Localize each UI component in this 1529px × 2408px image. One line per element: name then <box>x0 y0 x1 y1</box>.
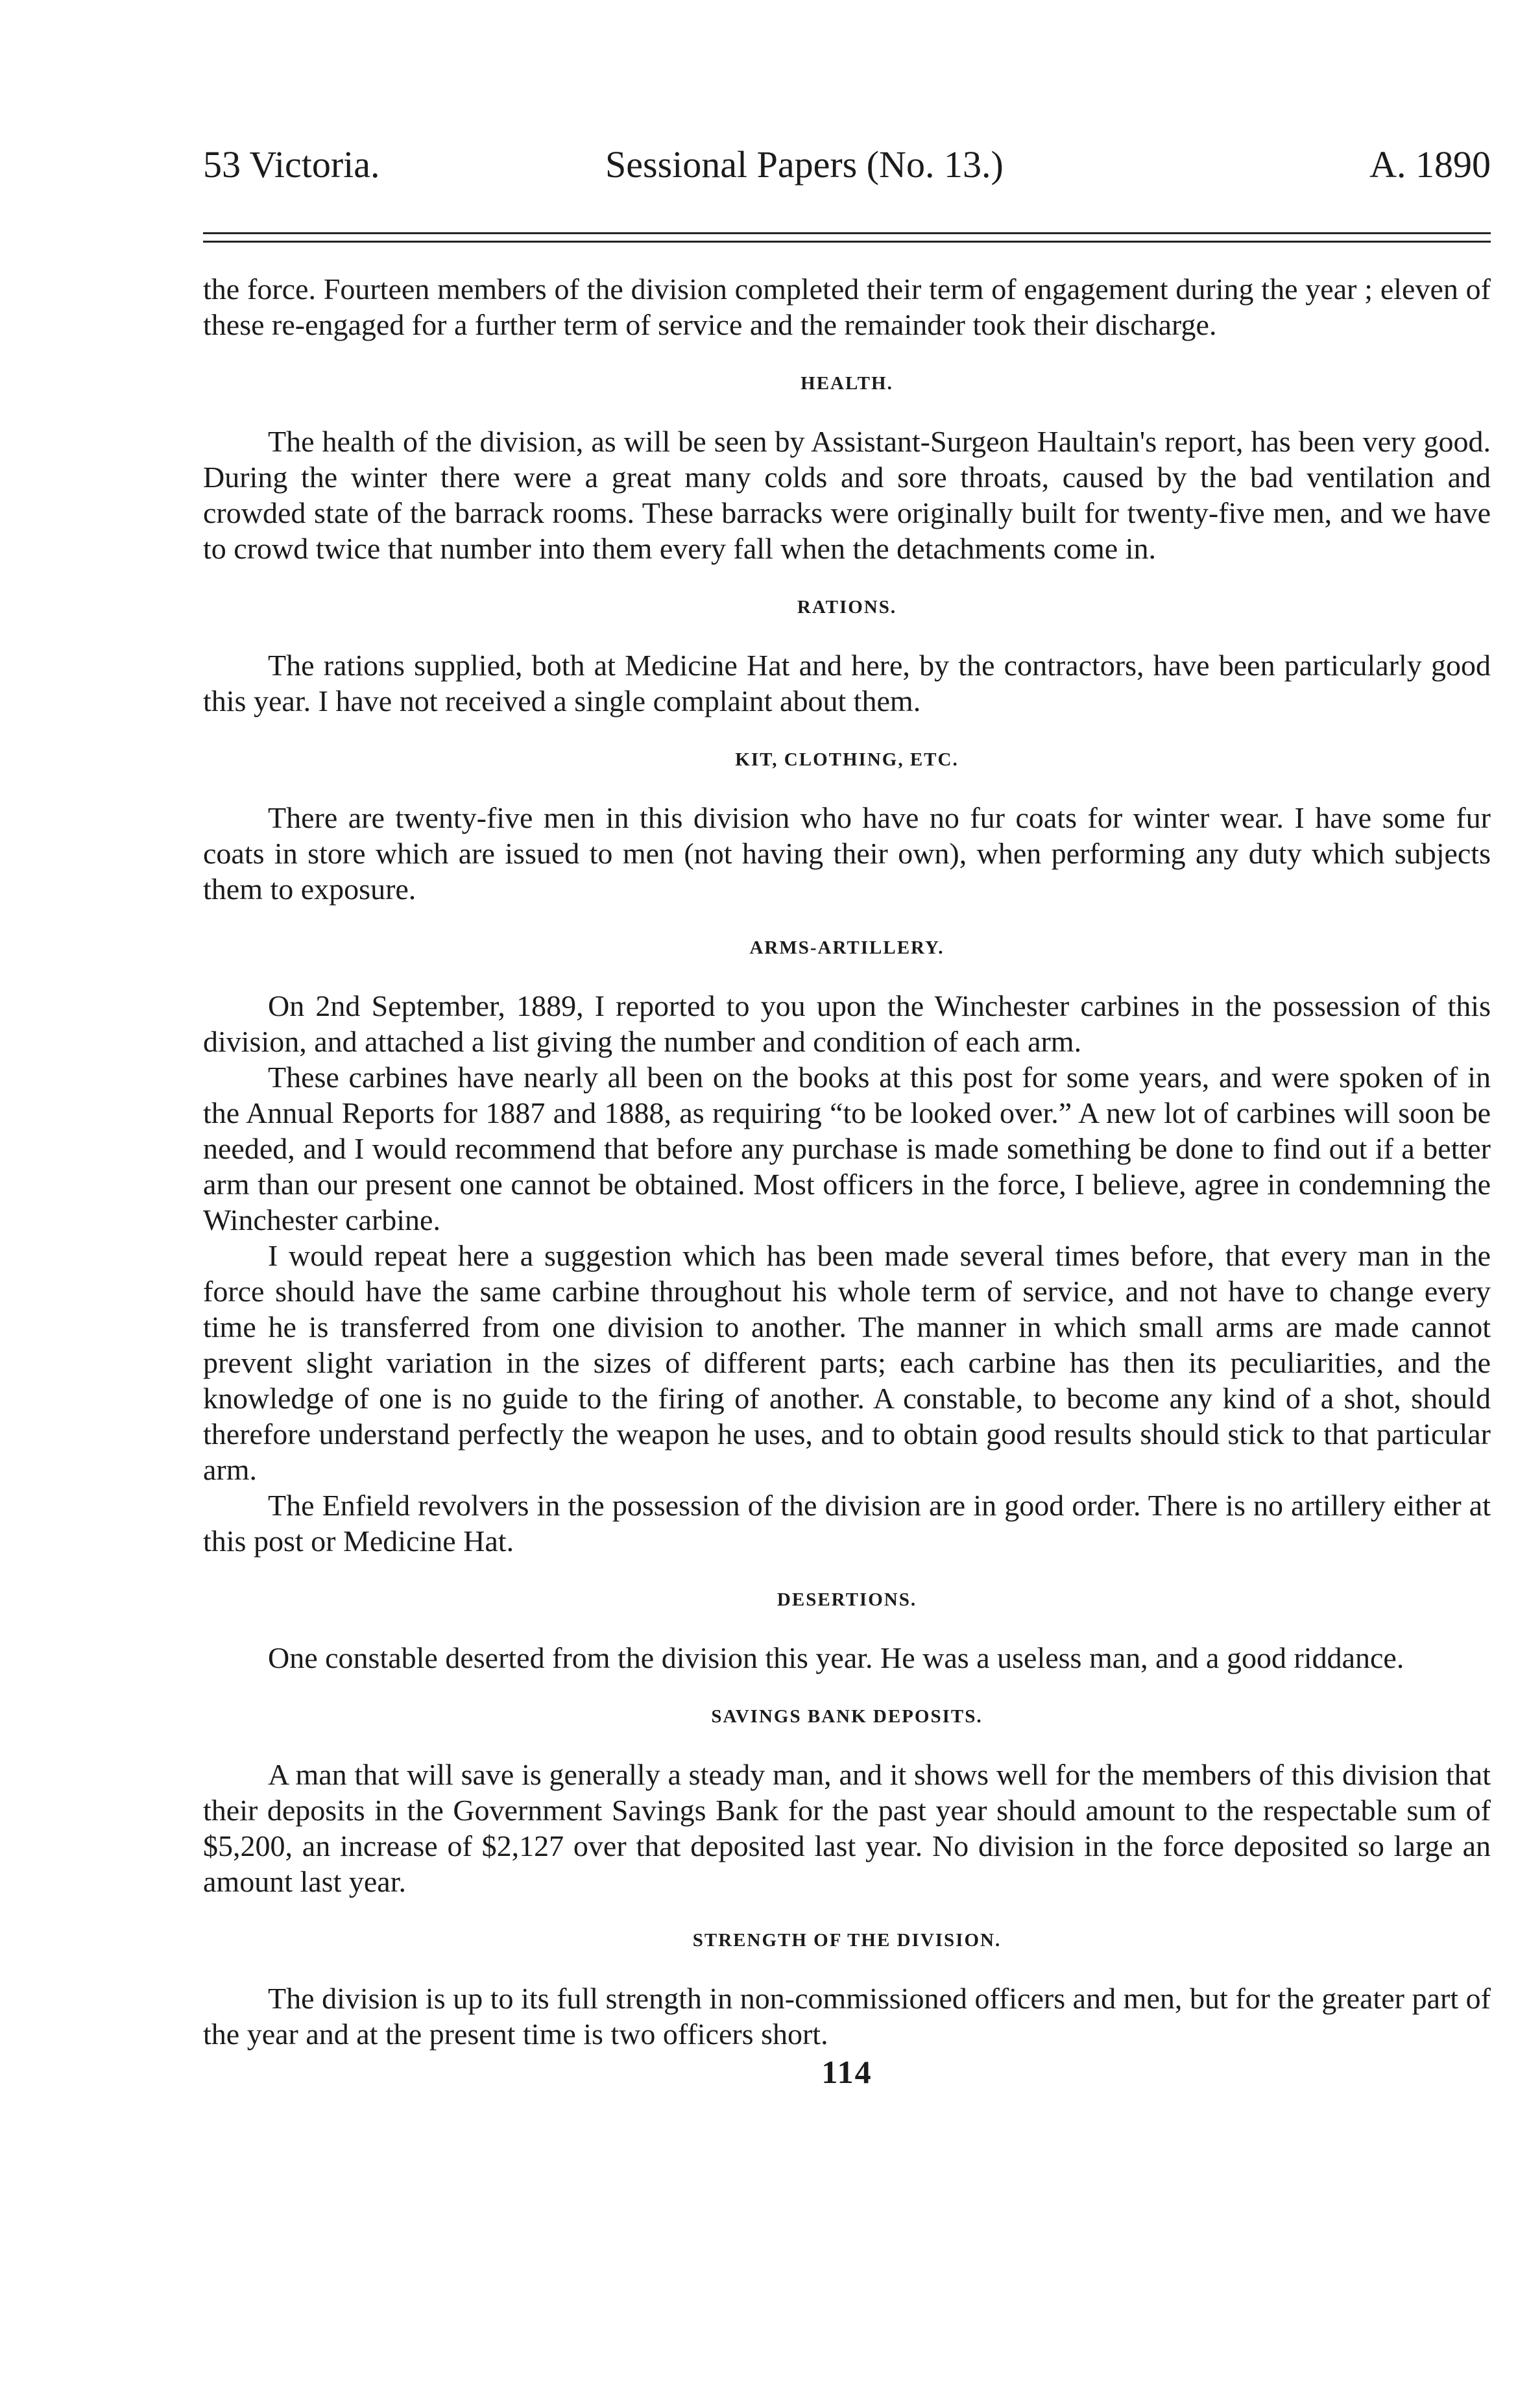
arms-paragraph-3: I would repeat here a suggestion which has been made several times before, that every man in the force should have the same carbine throughout his whole term of service, and not have to change every time he is transferred from one division to another. The manner in which small arms are made cannot prevent slight variation in the sizes of different parts; each carbine has then its peculiarities, and the knowledge of one is no guide to the firing of another. A constable, to become any kind of a shot, should therefore understand perfectly the weapon he uses, and to obtain good results should stick to that particular arm. <box>203 1239 1491 1486</box>
health-paragraph: The health of the division, as will be seen by Assistant-Surgeon Haultain's report, has been very good. During the winter there were a great many colds and sore throats, caused by the bad ventilation and crowded state of the barrack rooms. These barracks were originally built for twenty-five men, and we have to crowd twice that number into them every fall when the detachments come in. <box>203 425 1491 565</box>
header-title: Sessional Papers (No. 13.) <box>605 143 1004 186</box>
arms-paragraph-2: These carbines have nearly all been on the books at this post for some years, and were spoken of in the Annual Reports for 1887 and 1888, as requiring “to be looked over.” A new lot of carbines will soon be needed, and I would recommend that before any purchase is made something be done to find out if a better arm than our present one cannot be obtained. Most officers in the force, I believe, agree in condemning the Winchester carbine. <box>203 1061 1491 1236</box>
header-year: A. 1890 <box>1369 143 1491 186</box>
arms-paragraph-4: The Enfield revolvers in the possession of the division are in good order. There is no artillery either at this post or Medicine Hat. <box>203 1489 1491 1558</box>
header-session: 53 Victoria. <box>203 143 380 186</box>
section-heading-savings-bank: SAVINGS BANK DEPOSITS. <box>711 1706 983 1727</box>
arms-paragraph-1: On 2nd September, 1889, I reported to you upon the Winchester carbines in the possession of this division, and attached a list giving the number and condition of each arm. <box>203 989 1491 1058</box>
running-head <box>203 123 1491 201</box>
section-heading-health: HEALTH. <box>801 373 893 394</box>
page-number: 114 <box>821 2054 873 2090</box>
section-heading-desertions: DESERTIONS. <box>777 1589 917 1610</box>
rations-paragraph: The rations supplied, both at Medicine Hat and here, by the contractors, have been particularly good this year. I have not received a single complaint about them. <box>203 649 1491 717</box>
section-heading-rations: RATIONS. <box>797 597 897 618</box>
header-double-rule <box>203 232 1491 243</box>
kit-clothing-paragraph: There are twenty-five men in this division who have no fur coats for winter wear. I have some fur coats in store which are issued to men (not having their own), when performing any duty which subjects them to exposure. <box>203 801 1491 906</box>
document-page <box>203 123 1491 2090</box>
section-heading-kit-clothing: KIT, CLOTHING, ETC. <box>735 749 959 770</box>
section-heading-arms-artillery: ARMS-ARTILLERY. <box>749 937 945 958</box>
strength-paragraph: The division is up to its full strength in non-commissioned officers and men, but for the greater part of the year and at the present time is two officers short. <box>203 1982 1491 2051</box>
section-heading-strength: STRENGTH OF THE DIVISION. <box>692 1930 1002 1951</box>
desertions-paragraph: One constable deserted from the division this year. He was a useless man, and a good riddance. <box>268 1641 1404 1674</box>
intro-paragraph: the force. Fourteen members of the division completed their term of engagement during the year ; eleven of these re-engaged for a further term of service and the remainder took their discharge. <box>203 272 1491 341</box>
savings-bank-paragraph: A man that will save is generally a steady man, and it shows well for the members of this division that their deposits in the Government Savings Bank for the past year should amount to the respectable sum of $5,200, an increase of $2,127 over that deposited last year. No division in the force deposited so large an amount last year. <box>203 1758 1491 1898</box>
document-body <box>203 271 1491 2090</box>
